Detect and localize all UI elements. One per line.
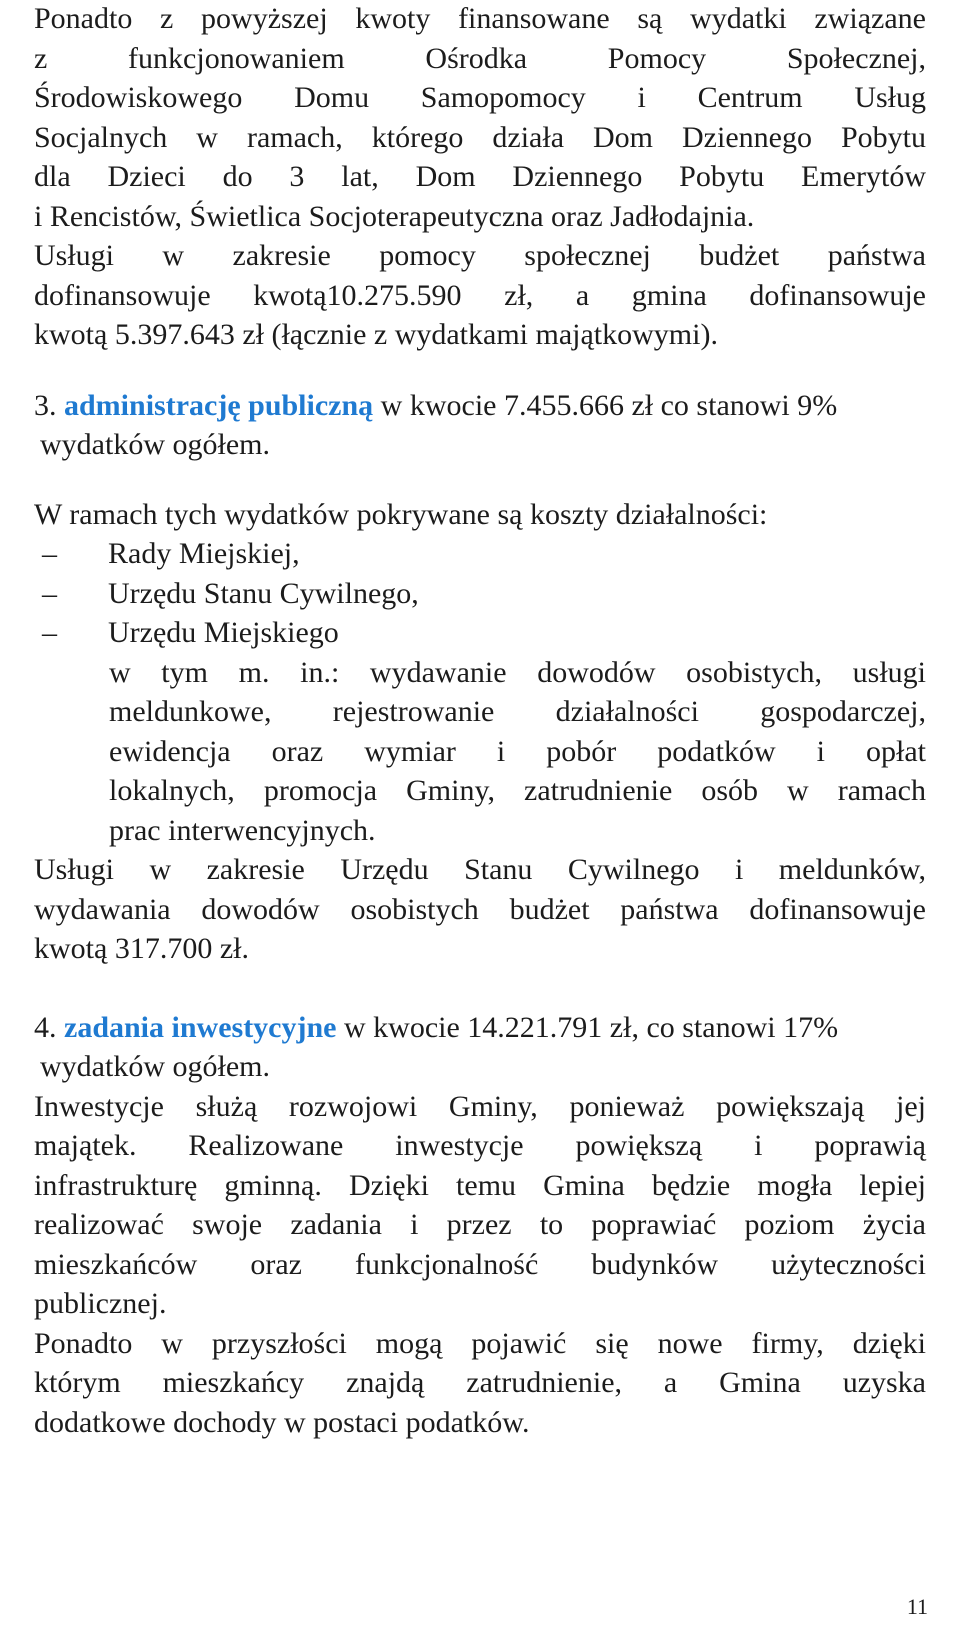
list-item (34, 613, 926, 653)
future-paragraph (34, 1324, 926, 1443)
text-line: Ponadto w przyszłości mogą pojawić się nowe firmy, dzięki (34, 1326, 926, 1360)
text-line: Usługi w zakresie pomocy społecznej budżet państwa (34, 239, 926, 272)
text-line: prac interwencyjnych. (109, 813, 376, 847)
text-line: meldunkowe, rejestrowanie działalności gospodarczej, (109, 695, 926, 728)
text-line: realizować swoje zadania i przez to poprawiać poziom życia (34, 1208, 926, 1241)
section-4-highlight: zadania inwestycyjne (64, 1010, 337, 1044)
text-line: dodatkowe dochody w postaci podatków. (34, 1405, 530, 1439)
text-line: publicznej. (34, 1287, 167, 1320)
intro-paragraph (34, 0, 926, 236)
section-3-highlight: administrację publiczną (64, 388, 374, 422)
text-line: Socjalnych w ramach, którego działa Dom Dziennego Pobytu (34, 120, 926, 154)
text-line: Ponadto z powyższej kwoty finansowane są wydatki związane (34, 2, 926, 35)
text-line: Środowiskowego Domu Samopomocy i Centrum Usług (34, 81, 926, 114)
text-line: mieszkańców oraz funkcjonalność budynków użyteczności (34, 1247, 926, 1281)
text-line: dofinansowuje kwotą10.275.590 zł, a gmina dofinansowuje (34, 278, 926, 312)
social-services-paragraph (34, 236, 926, 355)
text-line: lokalnych, promocja Gminy, zatrudnienie osób w ramach (109, 774, 926, 807)
administration-paragraph (34, 495, 926, 969)
text-line: którym mieszkańcy znajdą zatrudnienie, a Gmina uzyska (34, 1366, 926, 1399)
text-line: dla Dzieci do 3 lat, Dom Dziennego Pobytu Emerytów (34, 160, 926, 193)
list-item-text: Rady Miejskiej, (108, 537, 300, 570)
text-line: kwotą 5.397.643 zł (łącznie z wydatkami majątkowymi). (34, 318, 718, 351)
text-line: majątek. Realizowane inwestycje powiększą i poprawią (34, 1129, 926, 1162)
investments-paragraph (34, 1087, 926, 1324)
list-item-text: Urzędu Miejskiego (108, 616, 339, 649)
text-line: Usługi w zakresie Urzędu Stanu Cywilnego i meldunków, (34, 853, 926, 886)
text-line: ewidencja oraz wymiar i pobór podatków i opłat (109, 734, 926, 768)
dash-bullet: – (42, 537, 57, 570)
text-line: wydawania dowodów osobistych budżet państwa dofinansowuje (34, 892, 926, 926)
dash-bullet: – (42, 576, 57, 610)
text-line: infrastrukturę gminną. Dzięki temu Gmina będzie mogła lepiej (34, 1168, 926, 1202)
text-line: z funkcjonowaniem Ośrodka Pomocy Społecznej, (34, 41, 926, 75)
section-3-amount: w kwocie 7.455.666 zł co stanowi 9% (373, 388, 838, 422)
section-4 (34, 1008, 926, 1087)
text-line: Inwestycje służą rozwojowi Gminy, ponieważ powiększają jej (34, 1089, 926, 1123)
section-3-number: 3. (34, 388, 57, 422)
section-4-number: 4. (34, 1010, 57, 1044)
text-line: W ramach tych wydatków pokrywane są koszty działalności: (34, 497, 768, 531)
section-3 (34, 386, 926, 465)
section-3-line2: wydatków ogółem. (40, 428, 270, 461)
list-item (34, 534, 926, 574)
section-4-amount: w kwocie 14.221.791 zł, co stanowi 17% (336, 1010, 839, 1044)
text-line: w tym m. in.: wydawanie dowodów osobistych, usługi (109, 655, 926, 689)
list-item-text: Urzędu Stanu Cywilnego, (108, 576, 419, 610)
section-4-line2: wydatków ogółem. (40, 1050, 270, 1083)
page-number: 11 (906, 1594, 928, 1619)
section-3-heading (34, 386, 926, 426)
list-item (34, 574, 926, 614)
dash-bullet: – (42, 616, 57, 649)
document-page (34, 0, 926, 1442)
text-line: kwotą 317.700 zł. (34, 932, 249, 965)
text-line: i Rencistów, Świetlica Socjoterapeutyczna oraz Jadłodajnia. (34, 199, 755, 233)
list-item-detail (34, 653, 926, 851)
section-4-heading (34, 1008, 926, 1048)
